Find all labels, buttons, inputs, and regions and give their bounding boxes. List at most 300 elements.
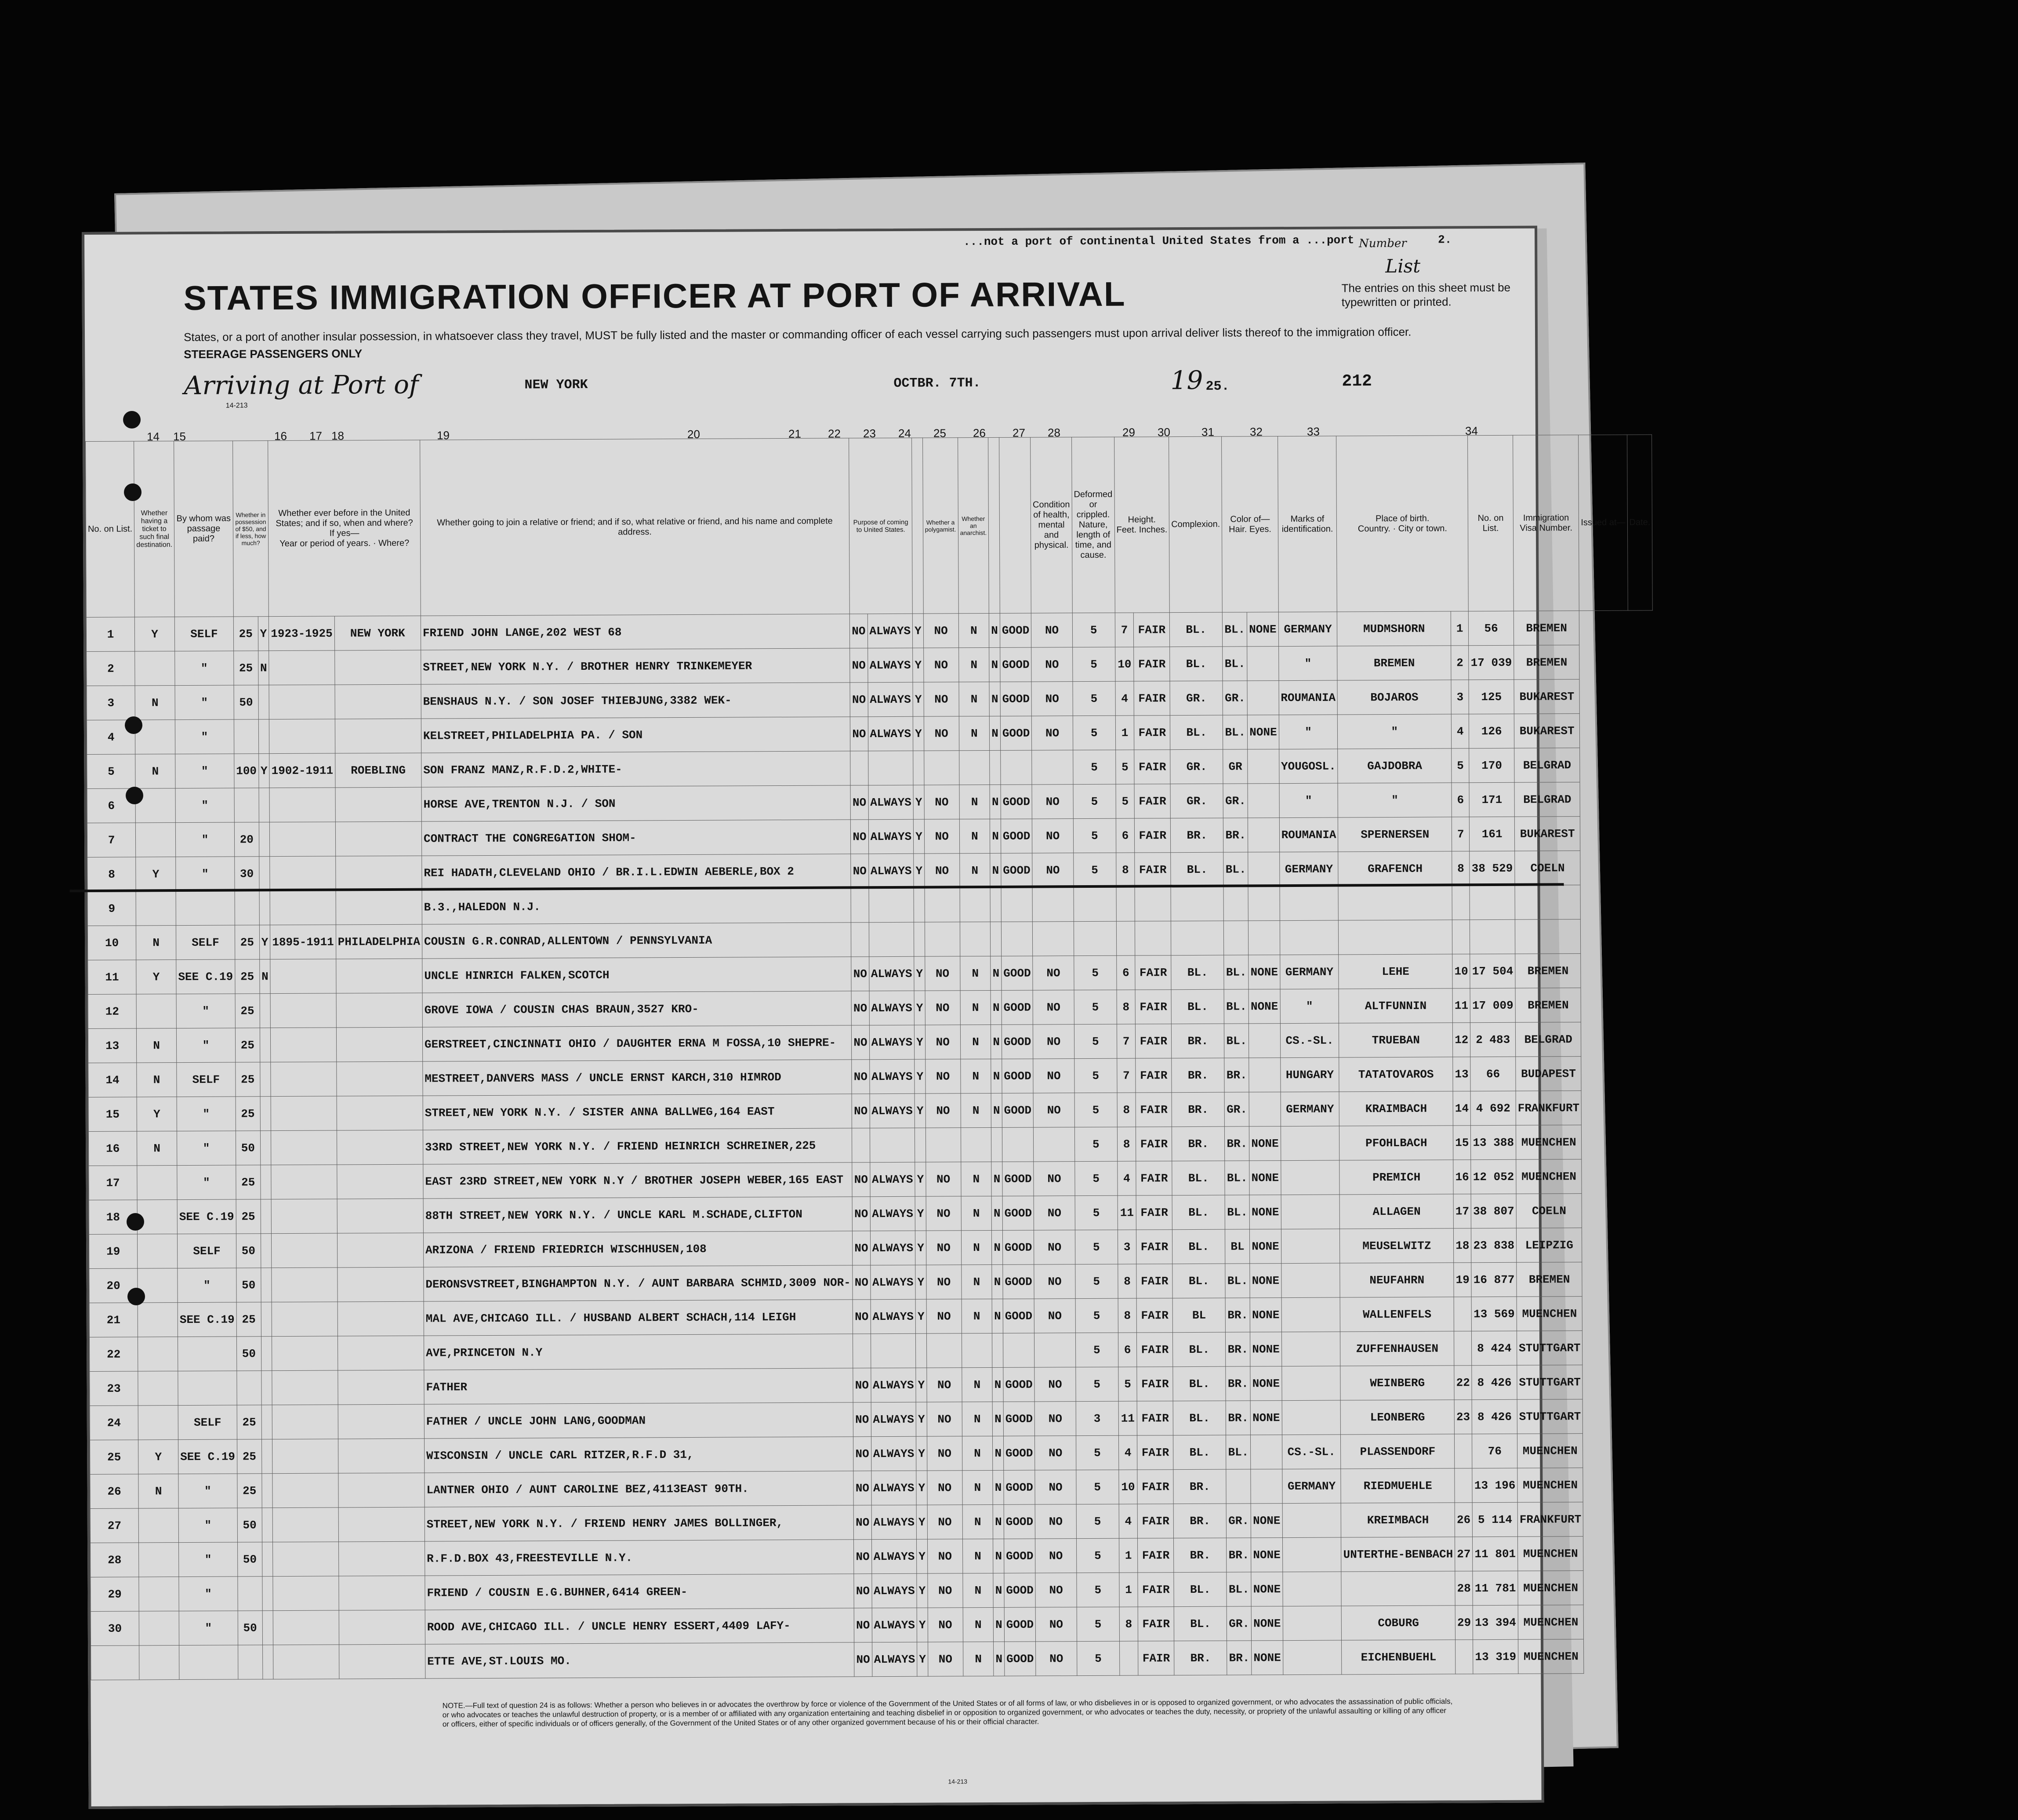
cell-where [338,1541,425,1576]
cell-years: 1902-1911 [269,753,335,788]
cell-money [238,1577,262,1611]
cell-city: ALLAGEN [1340,1194,1454,1229]
cell-p22: Y [915,1196,926,1231]
cell-p25: N [991,1024,1002,1059]
cell-where [337,1199,424,1233]
cell-listno: 4 [1451,714,1469,748]
cell-visa: 76 [1472,1434,1517,1468]
cell-p25: N [992,1402,1003,1436]
cell-in: 4 [1118,1435,1137,1470]
cell-no: 26 [90,1474,139,1508]
cell-visa: 2 483 [1470,1022,1516,1057]
cell-p20: NO [853,1231,871,1265]
cell-eyes: BR. [1226,1332,1250,1366]
cell-issued: STUTTGART [1517,1399,1583,1434]
cell-country [1281,1366,1340,1401]
cell-marks [1251,1469,1282,1504]
cell-years [269,650,335,685]
year-suffix: 25. [1205,379,1230,394]
cell-p22: Y [915,1231,926,1265]
cell-p21: ALWAYS [871,1436,916,1471]
cell-deformed: NO [1032,853,1074,887]
cell-health: GOOD [1001,853,1033,887]
cell-listno: 11 [1452,988,1470,1023]
cell-p22: Y [916,1471,927,1505]
cell-years [269,685,335,719]
cell-p22: Y [916,1505,927,1539]
cell-eyes: BL. [1223,612,1247,647]
cell-hair: BL. [1174,1606,1227,1641]
cell-years [273,1610,339,1645]
cell-hair: BL. [1170,715,1223,750]
cell-country [1283,1606,1342,1641]
cell-health: GOOD [1004,1470,1035,1504]
cell-before: N [259,959,270,994]
cell-city: MEUSELWITZ [1340,1228,1454,1263]
cell-p25 [992,1333,1003,1367]
cell-ft: 5 [1076,1504,1119,1538]
cell-join: REI HADATH,CLEVELAND OHIO / BR.I.L.EDWIN AEBERLE,BOX 2 [422,854,851,890]
cell-paid [176,891,235,926]
cell-visa: 17 039 [1469,645,1514,679]
cell-eyes: BL. [1223,647,1247,681]
cell-p20: NO [851,820,869,854]
cell-join: UNCLE HINRICH FALKEN,SCOTCH [422,957,852,993]
cell-marks: NONE [1248,715,1279,749]
cell-ticket: N [135,754,175,788]
cell-marks [1249,1024,1281,1058]
cell-money [234,719,258,754]
cell-complexion: FAIR [1136,1093,1172,1127]
cell-join: FATHER [424,1368,853,1404]
cell-listno: 10 [1452,954,1470,988]
cell-money: 30 [235,857,259,891]
cell-ft: 5 [1075,1195,1118,1230]
cell-p23: NO [924,682,959,716]
cell-in [1116,921,1135,955]
cell-eyes: GR. [1227,1606,1252,1641]
cell-in: 8 [1117,990,1136,1024]
cell-p21: ALWAYS [871,1471,916,1505]
cell-paid [178,1337,236,1371]
column-number: 14 [146,430,160,443]
cell-no: 29 [91,1577,139,1611]
cell-hair: BL [1172,1298,1226,1333]
cell-p21 [869,888,914,922]
cell-country [1283,1640,1342,1675]
cell-p25: N [994,1642,1005,1676]
cell-no [91,1646,140,1680]
cell-no: 7 [87,823,136,857]
cell-no: 4 [87,720,135,754]
cell-where [337,1267,424,1302]
cell-p23: NO [925,1059,960,1093]
cell-listno: 27 [1455,1537,1473,1571]
cell-no: 15 [88,1097,137,1131]
cell-money: 25 [236,1199,261,1234]
cell-paid: SEE C.19 [176,959,235,994]
cell-in: 8 [1117,1093,1136,1127]
cell-issued: BREMEN [1514,645,1580,680]
cell-paid: " [179,1577,238,1611]
cell-p24: N [962,1367,992,1402]
cell-deformed: NO [1034,1230,1075,1264]
cell-p23: NO [925,1025,960,1059]
cell-complexion: FAIR [1136,1161,1172,1195]
cell-p25: N [991,990,1002,1024]
cell-country: GERMANY [1280,955,1339,989]
cell-p21: ALWAYS [871,1573,917,1608]
cell-no: 25 [90,1440,138,1474]
cell-no: 22 [89,1337,138,1371]
cell-p20 [851,888,869,923]
cell-eyes: BL. [1225,1195,1250,1229]
cell-years [271,1028,337,1062]
cell-eyes: BL. [1224,989,1249,1024]
cell-eyes: GR. [1223,784,1248,818]
cell-marks: NONE [1249,1161,1281,1195]
cell-listno: 5 [1452,748,1470,783]
cell-visa: 126 [1469,714,1514,748]
cell-paid: SEE C.19 [177,1199,236,1234]
binding-hole [124,483,142,501]
cell-hair: GR. [1170,784,1223,818]
cell-before [261,1474,272,1508]
cell-p20: NO [850,717,868,751]
cell-before: Y [258,617,269,651]
cell-issued: MUENCHEN [1516,1159,1582,1194]
cell-ticket [137,1200,177,1234]
cell-p20: NO [853,1402,871,1437]
cell-join: R.F.D.BOX 43,FREESTEVILLE N.Y. [425,1540,854,1576]
cell-ft: 5 [1072,613,1115,647]
cell-p21: ALWAYS [867,648,913,682]
cell-complexion: FAIR [1138,1504,1174,1538]
cell-p21: ALWAYS [868,682,913,716]
cell-visa: 11 801 [1473,1537,1518,1571]
cell-visa: 8 426 [1472,1365,1517,1399]
cell-in: 5 [1115,750,1134,784]
column-number: 31 [1201,425,1214,439]
cell-p23 [924,751,959,785]
cell-eyes: GR. [1227,1504,1251,1538]
date-value: OCTBR. 7TH. [893,376,981,391]
cell-join: AVE,PRINCETON N.Y [424,1334,853,1370]
cell-health: GOOD [1004,1539,1035,1573]
cell-visa: 8 426 [1472,1399,1517,1434]
cell-complexion: FAIR [1137,1470,1173,1504]
cell-hair: BR. [1172,1126,1225,1161]
cell-country [1282,1400,1341,1435]
cell-listno: 19 [1454,1263,1472,1297]
cell-p21: ALWAYS [872,1608,917,1642]
cell-issued: FRANKFURT [1516,1091,1582,1126]
cell-money [235,891,259,925]
cell-complexion: FAIR [1137,1333,1173,1367]
cell-complexion [1135,921,1171,955]
cell-in: 1 [1119,1573,1138,1607]
cell-p25: N [989,682,1000,716]
cell-listno: 6 [1452,783,1470,817]
cell-join: FRIEND JOHN LANGE,202 WEST 68 [421,614,850,650]
cell-paid: " [179,1611,238,1646]
cell-city: WEINBERG [1340,1366,1454,1400]
cell-country: CS.-SL. [1282,1435,1341,1469]
cell-complexion: FAIR [1138,1607,1174,1641]
cell-p25: N [993,1607,1004,1642]
cell-marks [1251,1435,1282,1469]
cell-eyes: BR. [1226,1401,1251,1435]
cell-p23: NO [924,785,959,819]
cell-complexion: FAIR [1136,1127,1172,1161]
cell-p22: Y [916,1436,927,1471]
cell-issued: BUKAREST [1514,817,1580,851]
cell-p23: NO [926,1196,961,1231]
cell-deformed: NO [1035,1539,1077,1573]
cell-deformed: NO [1034,1162,1075,1196]
cell-p24: N [962,1436,993,1470]
cell-p22: Y [913,819,924,854]
cell-join: ARIZONA / FRIEND FRIEDRICH WISCHHUSEN,108 [423,1231,853,1267]
cell-before [259,857,270,891]
cell-country [1281,1126,1339,1161]
cell-no: 1 [86,617,135,651]
cell-in: 10 [1115,647,1134,681]
cell-p20: NO [853,1471,871,1505]
cell-where [338,1473,425,1508]
cell-p23: NO [926,1265,962,1299]
cell-paid: SELF [177,1062,236,1097]
cell-complexion: FAIR [1134,784,1170,818]
cell-before [261,1234,272,1268]
cell-p24: N [961,1196,992,1230]
cell-years [272,1508,338,1542]
cell-deformed: NO [1034,1196,1075,1230]
cell-p24: N [962,1573,993,1607]
column-number: 28 [1047,426,1060,440]
cell-where [339,1644,425,1679]
cell-marks: NONE [1250,1264,1281,1298]
cell-p23: NO [925,956,960,991]
column-number: 16 [274,429,287,443]
cell-deformed: NO [1034,1367,1076,1402]
cell-before [260,1097,271,1131]
cell-before [258,719,269,754]
cell-eyes: GR [1223,749,1248,784]
cell-visa: 125 [1469,679,1514,714]
cell-no: 12 [88,994,137,1028]
cell-money [237,1371,261,1405]
binding-hole [126,787,143,804]
cell-hair: BL. [1173,1435,1227,1470]
cell-listno: 22 [1454,1366,1472,1400]
cell-listno [1455,1468,1473,1503]
cell-where [335,787,422,822]
cell-deformed [1034,1333,1076,1367]
cell-p25: N [990,853,1001,887]
col-25-header [999,437,1031,613]
cell-ticket: N [137,1131,177,1166]
number-label: Number [1359,236,1407,251]
binding-hole [125,716,142,734]
cell-join: STREET,NEW YORK N.Y. / BROTHER HENRY TRINKEMEYER [421,648,850,684]
sheet-number: 212 [1342,372,1372,391]
cell-p20: NO [853,1368,871,1402]
cell-p20: NO [852,1197,870,1231]
cell-complexion: FAIR [1134,681,1170,716]
cell-where [338,1439,425,1473]
port-value: NEW YORK [524,377,588,393]
cell-deformed: NO [1033,1024,1074,1059]
cell-p24: N [960,1024,991,1059]
cell-hair: BR. [1172,1092,1225,1127]
cell-p22: Y [913,682,924,716]
cell-health: GOOD [1003,1402,1035,1436]
cell-country [1280,886,1339,921]
cell-paid: " [176,1028,235,1063]
cell-where [338,1301,424,1336]
cell-listno: 15 [1453,1126,1471,1160]
cell-p25: N [993,1573,1004,1607]
cell-p24 [961,1127,991,1162]
cell-p20: NO [852,1162,870,1197]
cell-listno [1452,886,1470,920]
cell-in: 1 [1119,1538,1138,1573]
cell-in: 6 [1118,1333,1137,1367]
cell-p21: ALWAYS [871,1505,917,1539]
cell-in: 8 [1119,1607,1138,1641]
cell-country: " [1279,715,1338,749]
cell-where [334,650,421,685]
cell-hair: BL. [1172,1229,1226,1264]
cell-in: 8 [1117,1127,1136,1161]
cell-hair: BR. [1174,1641,1227,1675]
cell-no: 18 [89,1200,138,1234]
cell-complexion: FAIR [1138,1573,1174,1607]
cell-p23: NO [925,991,960,1025]
col-28-header: Deformed or crippled. Nature, length of time, and cause. [1071,437,1115,613]
cell-p20: NO [853,1437,871,1471]
cell-eyes: BL. [1223,715,1248,749]
cell-issued: MUENCHEN [1517,1468,1583,1503]
cell-country: " [1280,989,1339,1024]
cell-ticket [138,1406,178,1440]
cell-p23 [925,922,960,956]
cell-where: NEW YORK [334,616,421,650]
cell-marks: NONE [1252,1641,1283,1675]
cell-hair: BL. [1173,1366,1226,1401]
cell-city: " [1338,783,1452,817]
cell-p21 [870,1128,915,1162]
cell-visa: 13 388 [1471,1125,1516,1159]
typewritten-instruction: The entries on this sheet must be typewritten or printed. [1341,280,1511,309]
cell-deformed: NO [1034,1264,1075,1299]
cell-where [335,684,421,719]
cell-ticket [139,1646,179,1680]
cell-before [260,1028,271,1062]
cell-p22: Y [914,956,925,991]
cell-complexion: FAIR [1137,1367,1173,1401]
cell-complexion [1135,887,1171,921]
cell-p23: NO [927,1505,962,1539]
cell-join: EAST 23RD STREET,NEW YORK N.Y / BROTHER JOSEPH WEBER,165 EAST [423,1162,853,1199]
manifest-table [85,434,1658,1680]
cell-p21: ALWAYS [868,716,913,751]
cell-eyes: BR. [1227,1538,1251,1572]
cell-ft: 5 [1076,1470,1119,1504]
cell-eyes: BR. [1226,1298,1250,1332]
cell-paid: " [177,1165,236,1200]
cell-health: GOOD [1002,956,1033,990]
cell-complexion: FAIR [1134,647,1170,681]
col-15-header: Whether having a ticket to such final destination. [134,441,175,617]
cell-where [336,993,423,1028]
column-number: 15 [173,429,186,443]
cell-city: TRUEBAN [1339,1023,1453,1057]
cell-p25: N [991,1162,1002,1196]
cell-issued: MUENCHEN [1518,1605,1584,1640]
cell-no: 23 [90,1371,138,1406]
cell-years [270,993,336,1028]
cell-p24: N [958,613,989,647]
cell-p25: N [990,819,1001,853]
cell-ticket: Y [138,1440,178,1474]
cell-join: KELSTREET,PHILADELPHIA PA. / SON [421,717,850,753]
cell-p25 [991,1127,1002,1162]
cell-years [269,788,335,822]
cell-money: 25 [234,651,258,685]
cell-deformed: NO [1034,1402,1076,1436]
cell-eyes: BL. [1225,1264,1250,1298]
cell-before [259,891,270,925]
cell-no: 9 [87,891,136,926]
manifest-rows [86,610,1657,1680]
cell-years [272,1233,338,1268]
cell-no: 14 [88,1063,137,1097]
cell-p21 [868,751,913,785]
cell-hair: BR. [1174,1538,1227,1573]
cell-p20: NO [850,648,868,683]
cell-p22: Y [915,1025,926,1059]
col-34-header: Immigration Visa Number. [1513,435,1579,611]
cell-where: ROEBLING [335,753,421,788]
cell-ticket [136,891,176,926]
cell-eyes: BL. [1223,852,1248,886]
cell-health: GOOD [1003,1264,1034,1299]
cell-where [336,959,422,993]
cell-paid: " [175,685,234,720]
cell-ft [1074,887,1116,921]
cell-marks [1247,681,1279,715]
cell-marks [1248,886,1280,921]
cell-hair [1171,886,1224,921]
cell-visa: 38 529 [1470,851,1515,885]
cell-listno: 17 [1453,1194,1471,1228]
cell-p23: NO [923,648,958,682]
cell-visa: 17 504 [1470,954,1515,988]
cell-ticket [139,1577,179,1611]
cell-p21: ALWAYS [870,1162,915,1196]
cell-complexion: FAIR [1138,1641,1174,1675]
cell-money [234,788,259,822]
cell-paid: " [176,857,235,891]
cell-paid: " [175,754,234,788]
cell-money: 25 [235,925,259,959]
cell-years [272,1268,338,1302]
cell-health: GOOD [1004,1607,1036,1642]
cell-join: GROVE IOWA / COUSIN CHAS BRAUN,3527 KRO- [422,991,852,1027]
cell-p22 [916,1333,927,1368]
